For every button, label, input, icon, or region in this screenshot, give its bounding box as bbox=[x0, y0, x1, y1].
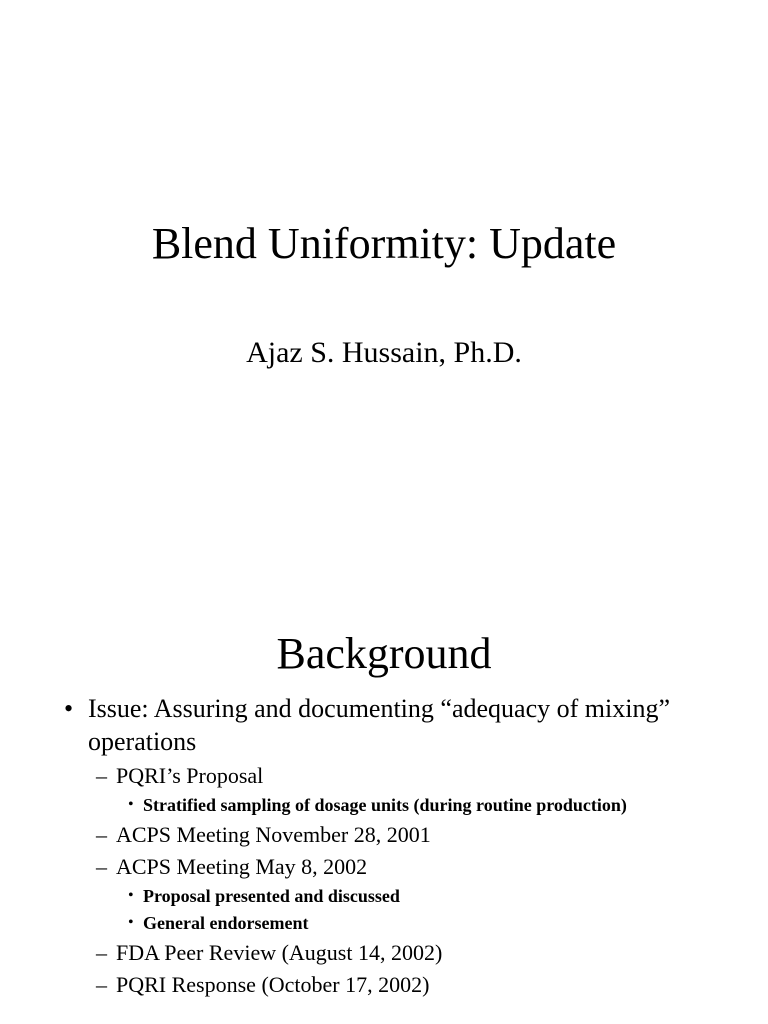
sub-sub-item-stratified-sampling bbox=[0, 793, 768, 817]
background-bullet-list bbox=[0, 692, 768, 1002]
bullet-icon: • bbox=[64, 694, 74, 723]
section-title-background: Background bbox=[276, 629, 492, 678]
sub-item-text: PQRI’s Proposal bbox=[116, 763, 264, 788]
sub-item-acps-may-2002 bbox=[0, 853, 768, 881]
sub-sub-item-text: Proposal presented and discussed bbox=[143, 886, 400, 906]
dash-icon: – bbox=[96, 972, 107, 997]
dash-icon: – bbox=[96, 763, 107, 788]
slide-author: Ajaz S. Hussain, Ph.D. bbox=[246, 336, 522, 369]
bullet-text: Issue: Assuring and documenting “adequacy of mixing” operations bbox=[88, 694, 670, 756]
sub-sub-item-text: Stratified sampling of dosage units (during routine production) bbox=[143, 795, 627, 815]
sub-item-text: ACPS Meeting May 8, 2002 bbox=[116, 854, 368, 879]
sub-item-acps-nov-2001 bbox=[0, 821, 768, 849]
dash-icon: – bbox=[96, 940, 107, 965]
sub-item-fda-peer-review bbox=[0, 939, 768, 967]
sub-sub-item-general-endorsement bbox=[0, 911, 768, 935]
sub-item-text: FDA Peer Review (August 14, 2002) bbox=[116, 940, 443, 965]
dash-icon: – bbox=[96, 822, 107, 847]
sub-item-text: ACPS Meeting November 28, 2001 bbox=[116, 822, 431, 847]
sub-item-pqri-proposal bbox=[0, 762, 768, 790]
bullet-icon: • bbox=[128, 796, 134, 813]
bullet-icon: • bbox=[128, 914, 134, 931]
bullet-icon: • bbox=[128, 887, 134, 904]
sub-item-pqri-response bbox=[0, 971, 768, 999]
bullet-item-issue bbox=[0, 692, 768, 758]
dash-icon: – bbox=[96, 854, 107, 879]
sub-sub-item-text: General endorsement bbox=[143, 913, 309, 933]
sub-item-text: PQRI Response (October 17, 2002) bbox=[116, 972, 430, 997]
sub-sub-item-proposal-presented bbox=[0, 884, 768, 908]
slide-title: Blend Uniformity: Update bbox=[151, 219, 617, 268]
